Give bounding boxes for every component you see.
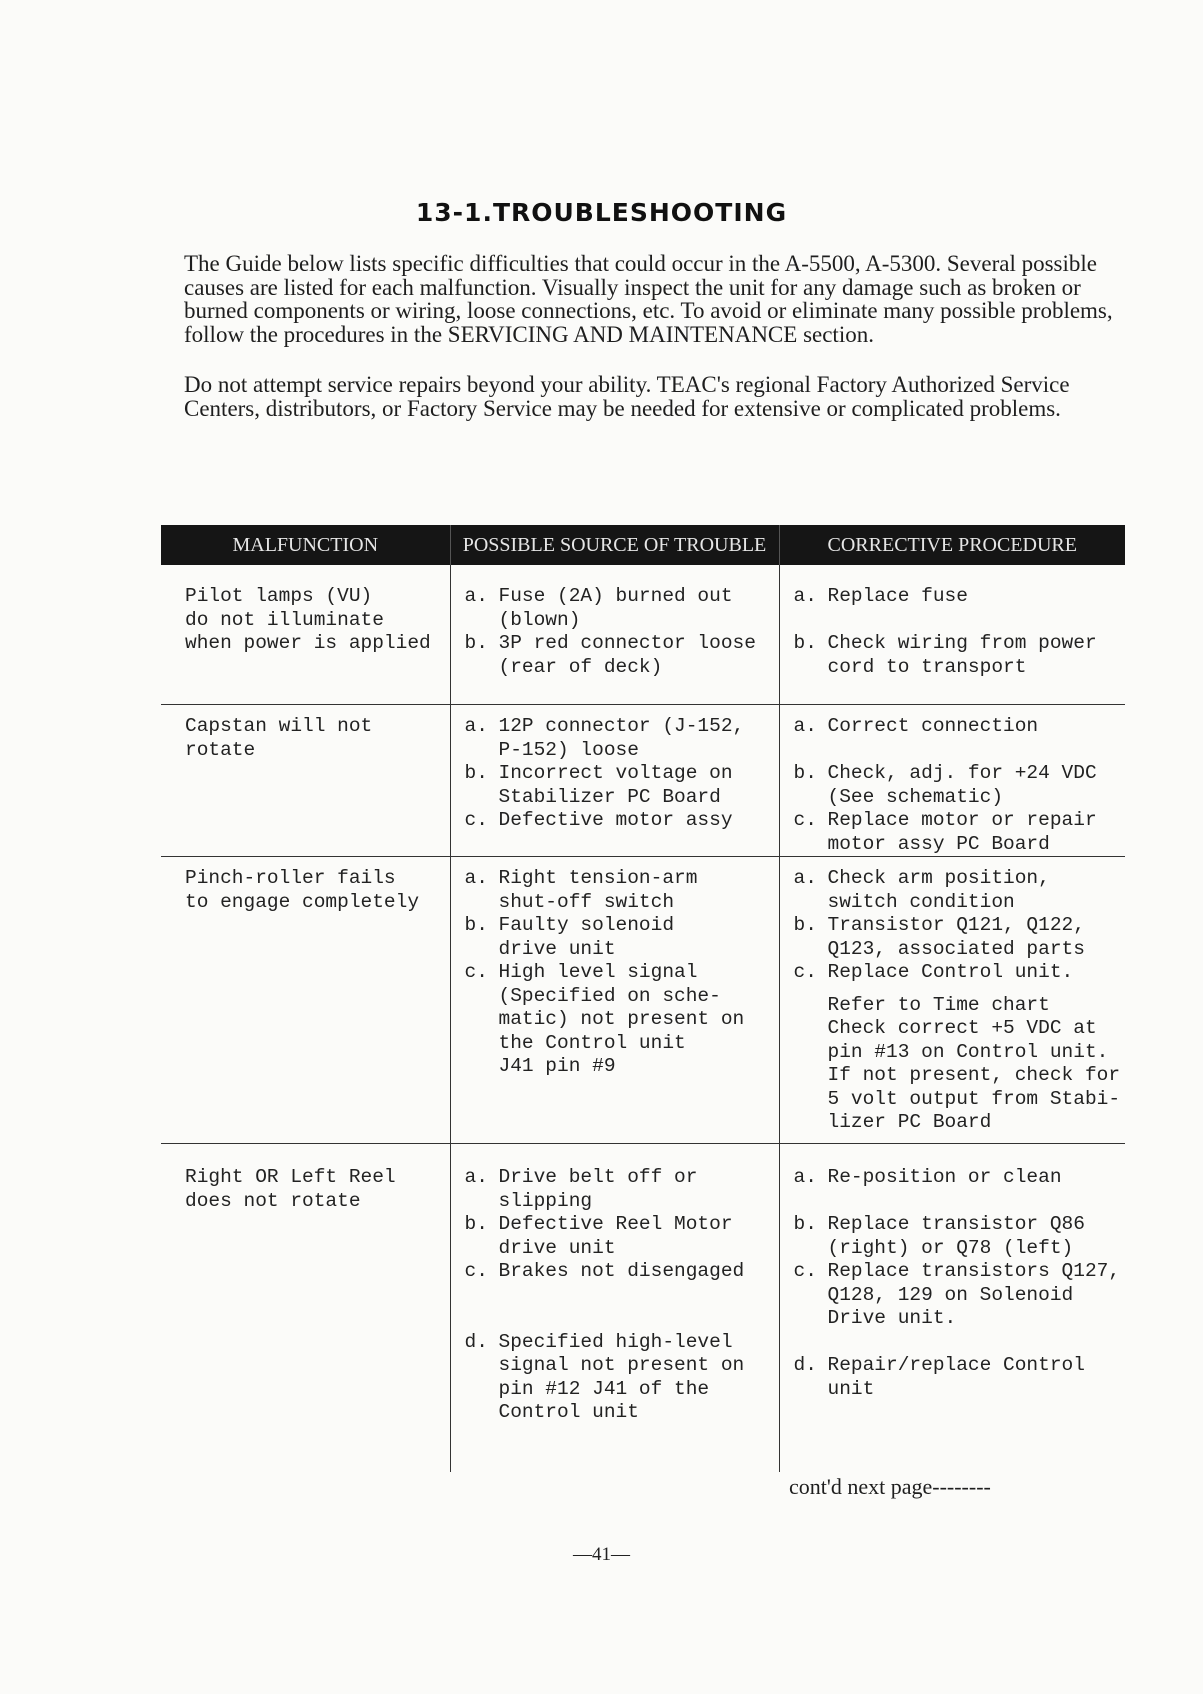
table-row bbox=[161, 565, 1125, 705]
item-text: Correct connection bbox=[827, 715, 1039, 737]
item-text: Check, adj. for +24 VDC (See schematic) bbox=[827, 762, 1097, 808]
item-text: Defective Reel Motor drive unit bbox=[498, 1213, 733, 1259]
source-item bbox=[465, 809, 775, 833]
item-text: Specified high-level signal not present on pin #12 J41 of the Control unit bbox=[498, 1330, 745, 1423]
procedure-item bbox=[794, 715, 1122, 739]
procedure-item bbox=[794, 1213, 1122, 1260]
item-letter: b. bbox=[464, 1213, 488, 1235]
malfunction-cell: Right OR Left Reel does not rotate bbox=[185, 1166, 396, 1212]
header-corrective-procedure: CORRECTIVE PROCEDURE bbox=[779, 525, 1125, 565]
item-text: Re-position or clean bbox=[827, 1166, 1062, 1188]
item-text: High level signal (Specified on sche- matic) not present on the Control unit J41 pin #9 bbox=[498, 961, 745, 1077]
table-row bbox=[161, 705, 1125, 857]
item-letter: a. bbox=[793, 715, 817, 737]
item-text: Fuse (2A) burned out (blown) bbox=[498, 585, 733, 631]
source-item bbox=[465, 1260, 775, 1284]
procedure-note bbox=[794, 994, 1122, 1135]
item-text: Drive belt off or slipping bbox=[498, 1166, 698, 1212]
procedure-item bbox=[794, 914, 1122, 961]
item-letter: a. bbox=[793, 585, 817, 607]
item-text: Right tension-arm shut-off switch bbox=[498, 867, 698, 913]
continued-note: cont'd next page-------- bbox=[789, 1474, 991, 1499]
source-item bbox=[465, 715, 775, 762]
source-item bbox=[465, 867, 775, 914]
troubleshooting-table bbox=[161, 525, 1125, 1472]
item-text: Replace fuse bbox=[827, 585, 968, 607]
procedure-item bbox=[794, 867, 1122, 914]
item-letter: b. bbox=[793, 762, 817, 784]
source-cell bbox=[450, 857, 779, 1144]
item-letter: a. bbox=[464, 585, 488, 607]
procedure-item bbox=[794, 762, 1122, 809]
table-header-row bbox=[161, 525, 1125, 565]
item-letter: b. bbox=[464, 632, 488, 654]
page-number: —41— bbox=[573, 1544, 630, 1565]
item-text: Faulty solenoid drive unit bbox=[498, 914, 675, 960]
item-text: Defective motor assy bbox=[498, 809, 733, 831]
procedure-item bbox=[794, 632, 1122, 679]
malfunction-cell: Pilot lamps (VU) do not illuminate when power is applied bbox=[161, 565, 450, 705]
source-item bbox=[465, 914, 775, 961]
item-letter: c. bbox=[464, 809, 488, 831]
item-text: 12P connector (J-152, P-152) loose bbox=[498, 715, 745, 761]
source-item bbox=[465, 585, 775, 632]
item-letter: b. bbox=[464, 914, 488, 936]
source-item bbox=[465, 1213, 775, 1260]
item-letter: c. bbox=[793, 1260, 817, 1282]
item-text: Repair/replace Control unit bbox=[827, 1354, 1085, 1400]
procedure-item bbox=[794, 809, 1122, 856]
procedure-cell bbox=[779, 705, 1125, 857]
item-text: Replace transistor Q86 (right) or Q78 (left) bbox=[827, 1213, 1085, 1259]
item-letter: a. bbox=[464, 867, 488, 889]
source-cell bbox=[450, 1144, 779, 1473]
header-malfunction: MALFUNCTION bbox=[161, 525, 450, 565]
source-item bbox=[465, 762, 775, 809]
item-text: Replace motor or repair motor assy PC Board bbox=[827, 809, 1097, 855]
table-row bbox=[161, 857, 1125, 1144]
item-text: Check arm position, switch condition bbox=[827, 867, 1050, 913]
item-letter: d. bbox=[464, 1330, 488, 1353]
item-letter: b. bbox=[464, 762, 488, 784]
source-item bbox=[465, 961, 775, 1079]
item-letter: c. bbox=[793, 961, 817, 983]
source-cell bbox=[450, 705, 779, 857]
item-letter: a. bbox=[793, 867, 817, 889]
procedure-item bbox=[794, 585, 1122, 609]
item-text: Transistor Q121, Q122, Q123, associated parts bbox=[827, 914, 1085, 960]
intro-paragraph-1: The Guide below lists specific difficulties that could occur in the A-5500, A-5300. Several possible causes are listed for each malfunction. Visually inspect the unit for any damage such as broken or burned components or wiring, loose connections, etc. To avoid or eliminate many possible problems, follow the procedures in the SERVICING AND MAINTENANCE section. bbox=[184, 251, 1113, 347]
item-letter: b. bbox=[793, 1213, 817, 1235]
item-letter: c. bbox=[464, 961, 488, 983]
source-item bbox=[465, 632, 775, 679]
item-text: Replace transistors Q127, Q128, 129 on Solenoid Drive unit. bbox=[827, 1260, 1121, 1329]
item-letter: b. bbox=[793, 632, 817, 654]
item-text: 3P red connector loose (rear of deck) bbox=[498, 632, 756, 678]
item-letter: c. bbox=[464, 1260, 488, 1282]
malfunction-cell: Pinch-roller fails to engage completely bbox=[161, 857, 450, 1144]
item-letter: a. bbox=[464, 1166, 488, 1188]
header-possible-source: POSSIBLE SOURCE OF TROUBLE bbox=[450, 525, 779, 565]
procedure-item bbox=[794, 1354, 1122, 1401]
item-letter: c. bbox=[793, 809, 817, 831]
item-text: Replace Control unit. bbox=[827, 961, 1074, 983]
item-text: Brakes not disengaged bbox=[498, 1260, 745, 1282]
procedure-cell bbox=[779, 857, 1125, 1144]
procedure-cell bbox=[779, 1144, 1125, 1473]
procedure-cell bbox=[779, 565, 1125, 705]
item-letter: b. bbox=[793, 914, 817, 936]
page-title: 13-1.TROUBLESHOOTING bbox=[415, 198, 788, 227]
item-text: Incorrect voltage on Stabilizer PC Board bbox=[498, 762, 733, 808]
intro-paragraph-2: Do not attempt service repairs beyond your ability. TEAC's regional Factory Authorized Service Centers, distributors, or Factory Service may be needed for extensive or complicated problems. bbox=[184, 372, 1070, 421]
procedure-note-text: Refer to Time chart Check correct +5 VDC at pin #13 on Control unit. If not present, check for 5 volt output from Stabi- lizer PC Board bbox=[827, 993, 1121, 1133]
source-item bbox=[465, 1331, 775, 1425]
malfunction-cell: Capstan will not rotate bbox=[161, 705, 450, 857]
source-item bbox=[465, 1166, 775, 1213]
procedure-item bbox=[794, 1166, 1122, 1190]
item-letter: d. bbox=[793, 1354, 817, 1376]
item-letter: a. bbox=[464, 715, 488, 737]
source-cell bbox=[450, 565, 779, 705]
item-letter: a. bbox=[793, 1166, 817, 1188]
procedure-item bbox=[794, 961, 1122, 985]
item-text: Check wiring from power cord to transport bbox=[827, 632, 1097, 678]
table-row bbox=[161, 1144, 1125, 1473]
procedure-item bbox=[794, 1260, 1122, 1331]
